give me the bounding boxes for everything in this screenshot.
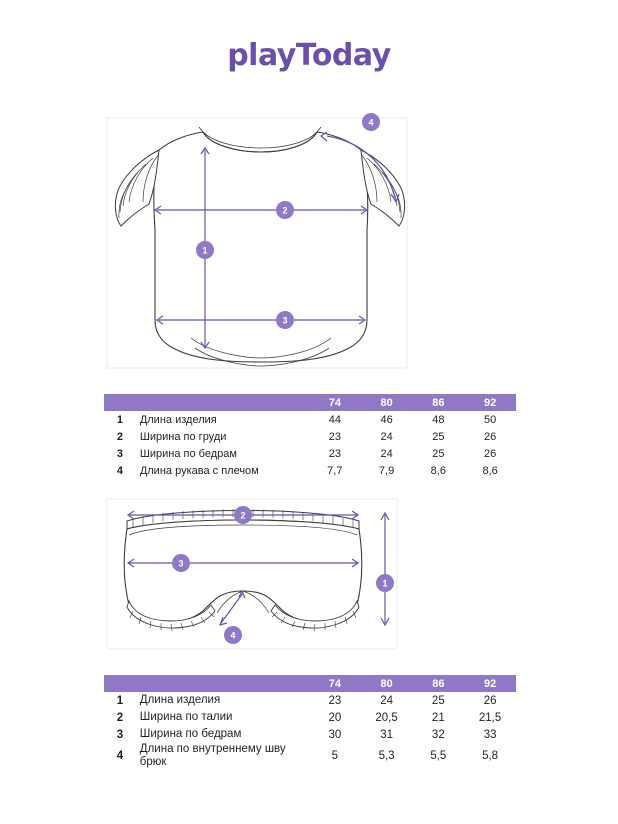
- cell-74: 23: [328, 694, 342, 707]
- cell-92: 21,5: [478, 711, 502, 724]
- table-row: [104, 743, 516, 769]
- cell-86: 25: [432, 430, 445, 443]
- cell-80: 46: [380, 413, 393, 426]
- cell-74: 20: [328, 711, 342, 724]
- svg-text:1: 1: [202, 245, 208, 256]
- th-size-92: 92: [483, 677, 497, 690]
- cell-92: 50: [483, 413, 497, 426]
- cell-74: 5: [331, 750, 339, 762]
- th-label: [136, 394, 309, 411]
- cell-86: 8,6: [430, 464, 446, 477]
- cell-92: 33: [483, 728, 497, 741]
- th-size-80: 80: [380, 677, 393, 690]
- bodysuit-illustration: [0, 110, 618, 380]
- cell-80: 24: [380, 694, 393, 707]
- th-num: [104, 394, 136, 411]
- th-size-86: 86: [432, 396, 445, 409]
- cell-74: 30: [328, 728, 342, 741]
- th-size-80: 80: [380, 396, 393, 409]
- row-label: Длина изделия: [139, 413, 217, 426]
- cell-80: 5,3: [378, 750, 395, 762]
- row-label: Ширина по груди: [139, 430, 227, 443]
- cell-92: 26: [483, 430, 497, 443]
- cell-92: 5,8: [482, 750, 499, 762]
- cell-86: 21: [431, 711, 445, 724]
- svg-text:3: 3: [282, 315, 288, 326]
- cell-74: 7,7: [327, 464, 343, 477]
- cell-86: 5,5: [430, 750, 447, 762]
- table-header-row: [104, 675, 516, 692]
- svg-text:1: 1: [382, 578, 388, 589]
- table-row: [104, 411, 516, 428]
- table-row: [104, 692, 516, 709]
- row-label: Ширина по бедрам: [139, 447, 237, 460]
- svg-text:4: 4: [230, 630, 236, 641]
- cell-86: 25: [431, 694, 445, 707]
- brand-logo-today: Today: [295, 38, 391, 73]
- cell-92: 26: [483, 694, 497, 707]
- cell-80: 24: [380, 447, 393, 460]
- table-header-row: [104, 394, 516, 411]
- table-row: [104, 726, 516, 743]
- svg-text:3: 3: [178, 558, 184, 569]
- row-label: Ширина по бедрам: [139, 728, 242, 740]
- bodysuit-size-table: [104, 394, 516, 479]
- th-size-74: 74: [328, 677, 341, 690]
- cell-80: 7,9: [378, 464, 395, 477]
- table-row: [104, 445, 516, 462]
- row-label: Длина изделия: [139, 694, 221, 706]
- row-label: Длина по внутреннему шву брюк: [139, 743, 286, 768]
- brand-logo-play: play: [227, 38, 296, 73]
- brand-logo: [0, 38, 618, 73]
- cell-86: 48: [432, 413, 445, 426]
- row-number: 1: [116, 413, 123, 426]
- row-label: Ширина по талии: [139, 711, 233, 723]
- svg-text:4: 4: [368, 117, 374, 128]
- cell-80: 31: [380, 728, 393, 741]
- cell-92: 26: [483, 447, 497, 460]
- row-number: 3: [116, 728, 124, 741]
- table-row: [104, 462, 516, 479]
- th-size-74: 74: [328, 396, 341, 409]
- th-size-92: 92: [483, 396, 497, 409]
- table-row: [104, 709, 516, 726]
- svg-text:2: 2: [240, 510, 246, 521]
- th-size-86: 86: [432, 677, 445, 690]
- row-number: 2: [116, 430, 123, 443]
- cell-80: 20,5: [375, 711, 398, 724]
- table-row: [104, 428, 516, 445]
- row-number: 4: [116, 750, 124, 762]
- th-num: [104, 675, 136, 692]
- row-number: 1: [116, 694, 124, 707]
- cell-86: 25: [432, 447, 445, 460]
- cell-74: 23: [328, 447, 341, 460]
- row-number: 3: [116, 447, 123, 460]
- row-number: 2: [116, 711, 124, 724]
- cell-80: 24: [380, 430, 393, 443]
- th-label: [136, 675, 309, 692]
- cell-86: 32: [431, 728, 445, 741]
- cell-92: 8,6: [482, 464, 498, 477]
- row-label: Длина рукава с плечом: [139, 464, 259, 477]
- cell-74: 23: [328, 430, 341, 443]
- row-number: 4: [116, 464, 123, 477]
- bloomers-illustration: [0, 495, 618, 660]
- cell-74: 44: [328, 413, 341, 426]
- bloomers-size-table: [104, 675, 516, 769]
- svg-text:2: 2: [282, 205, 288, 216]
